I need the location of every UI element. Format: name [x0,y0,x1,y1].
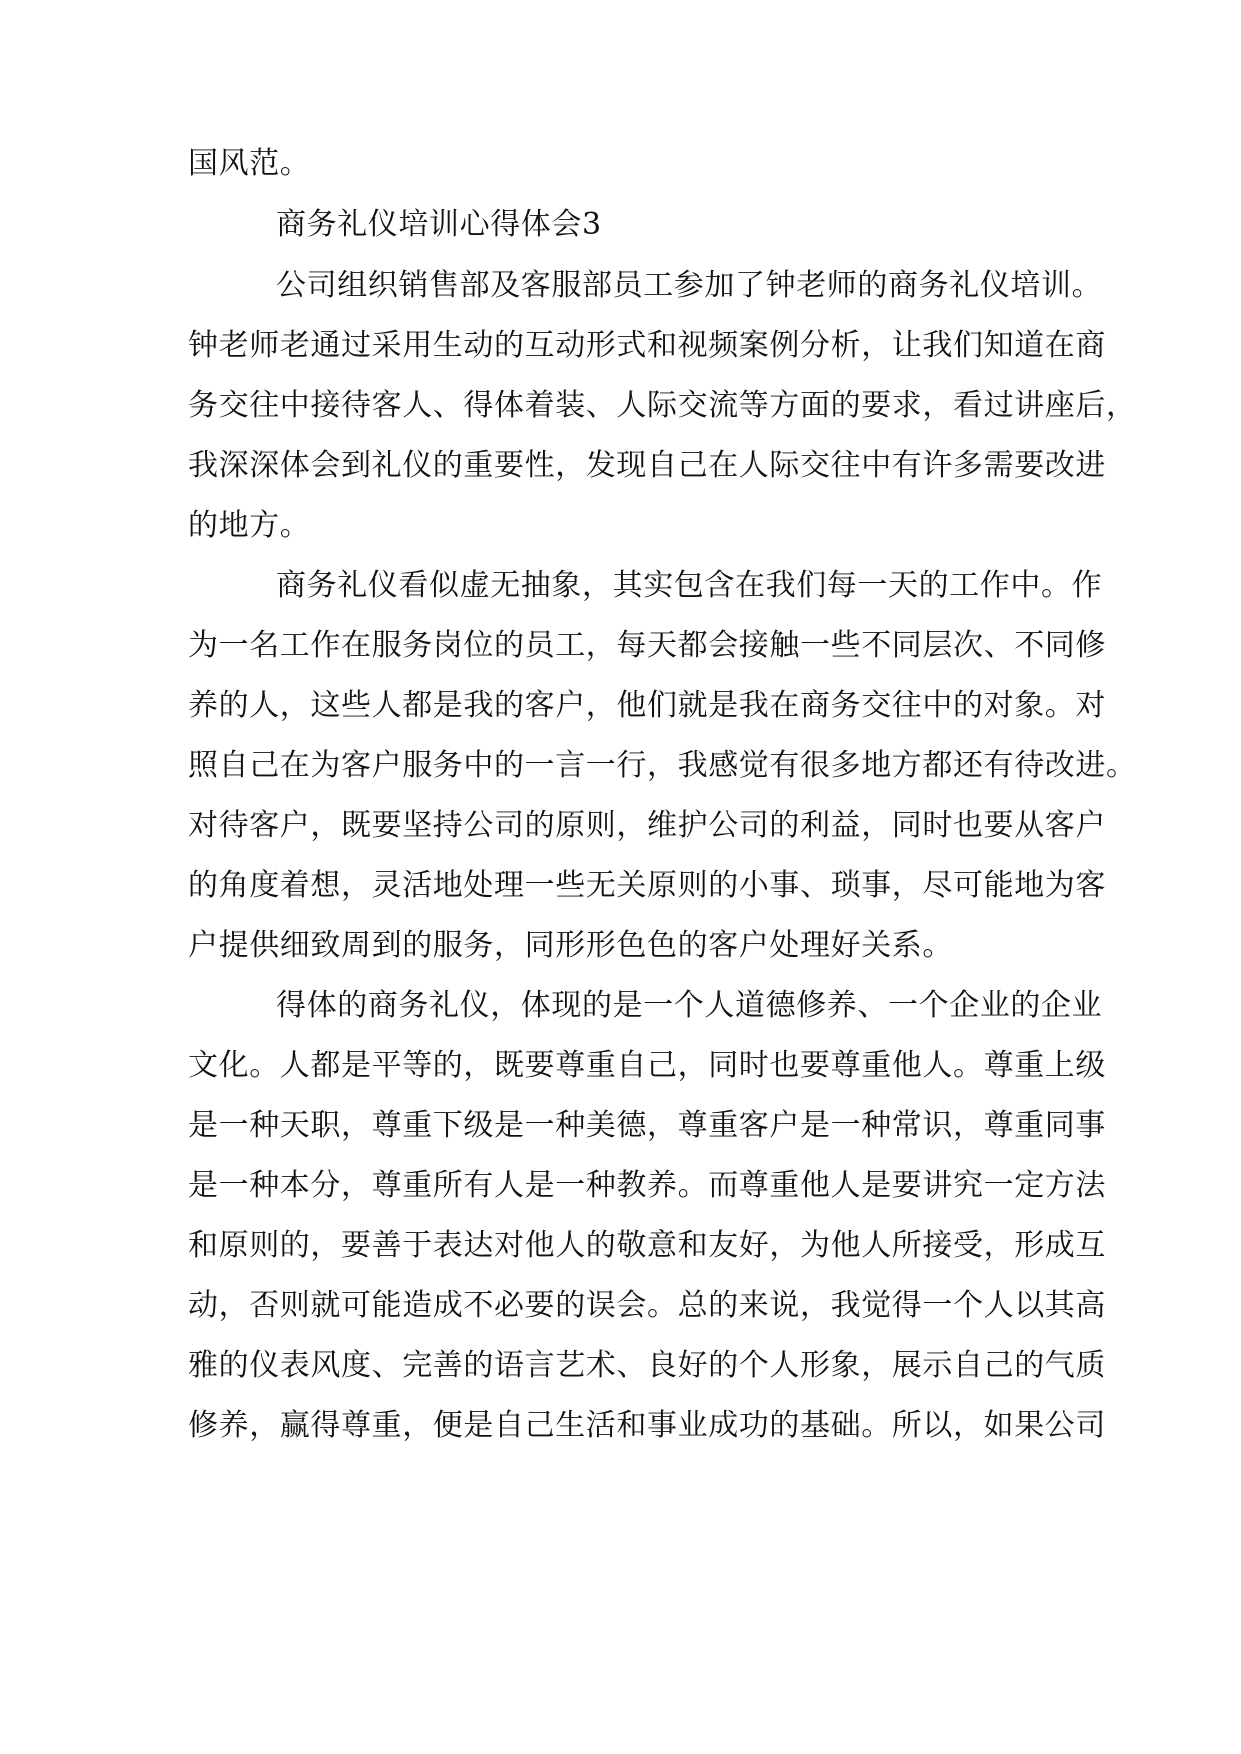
text-line: 是一种本分，尊重所有人是一种教养。而尊重他人是要讲究一定方法 [188,1168,1106,1203]
text-line: 国风范。 [188,146,311,181]
section-heading: 商务礼仪培训心得体会3 [276,207,602,242]
text-line: 雅的仪表风度、完善的语言艺术、良好的个人形象，展示自己的气质 [188,1348,1106,1383]
text-line: 务交往中接待客人、得体着装、人际交流等方面的要求，看过讲座后， [188,388,1137,423]
text-line: 户提供细致周到的服务，同形形色色的客户处理好关系。 [188,928,953,963]
text-line: 得体的商务礼仪，体现的是一个人道德修养、一个企业的企业 [276,988,1103,1023]
text-line: 和原则的，要善于表达对他人的敬意和友好，为他人所接受，形成互 [188,1228,1106,1263]
text-line: 对待客户，既要坚持公司的原则，维护公司的利益，同时也要从客户 [188,808,1106,843]
text-line: 钟老师老通过采用生动的互动形式和视频案例分析，让我们知道在商 [188,328,1106,363]
text-line: 文化。人都是平等的，既要尊重自己，同时也要尊重他人。尊重上级 [188,1048,1106,1083]
text-line: 的地方。 [188,508,311,543]
text-line: 我深深体会到礼仪的重要性，发现自己在人际交往中有许多需要改进 [188,448,1106,483]
text-line: 的角度着想，灵活地处理一些无关原则的小事、琐事，尽可能地为客 [188,868,1106,903]
text-line: 为一名工作在服务岗位的员工，每天都会接触一些不同层次、不同修 [188,628,1106,663]
text-line: 动，否则就可能造成不必要的误会。总的来说，我觉得一个人以其高 [188,1288,1106,1323]
text-line: 养的人，这些人都是我的客户，他们就是我在商务交往中的对象。对 [188,688,1106,723]
text-line: 公司组织销售部及客服部员工参加了钟老师的商务礼仪培训。 [276,268,1103,303]
text-line: 是一种天职，尊重下级是一种美德，尊重客户是一种常识，尊重同事 [188,1108,1106,1143]
text-line: 照自己在为客户服务中的一言一行，我感觉有很多地方都还有待改进。 [188,748,1137,783]
text-line: 商务礼仪看似虚无抽象，其实包含在我们每一天的工作中。作 [276,568,1103,603]
text-line: 修养，赢得尊重，便是自己生活和事业成功的基础。所以，如果公司 [188,1408,1106,1443]
